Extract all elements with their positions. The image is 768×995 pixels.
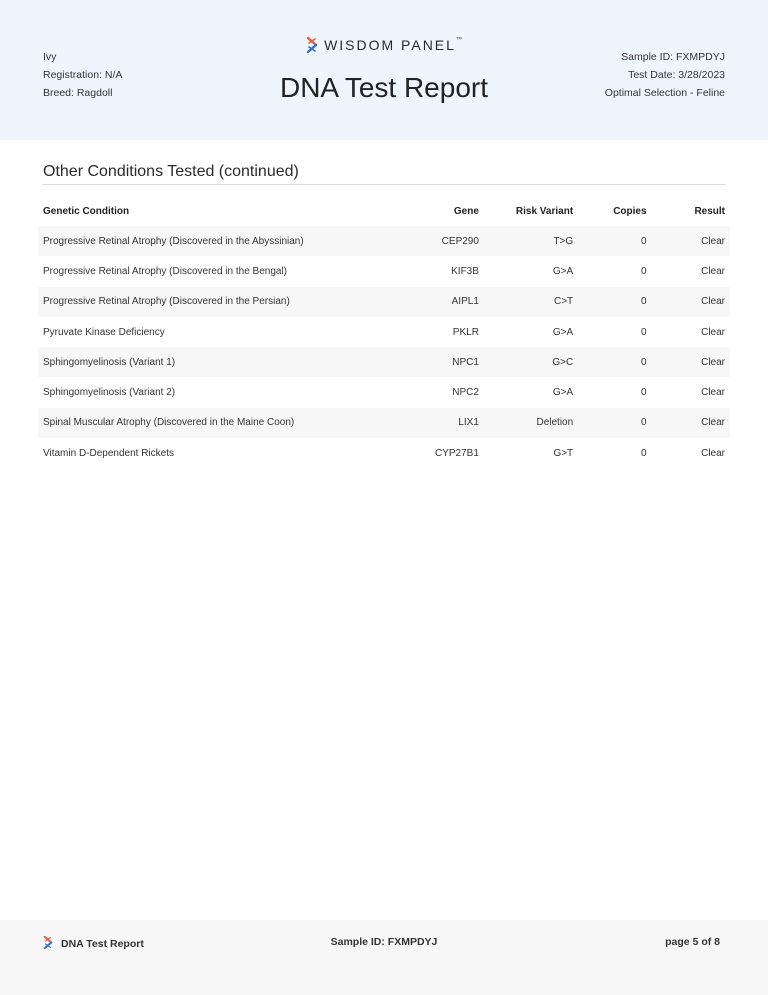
brand-trademark: ™ (455, 37, 462, 43)
result-cell: Clear (701, 235, 725, 247)
column-header-risk-variant: Risk Variant (515, 205, 574, 217)
page-title: DNA Test Report (279, 72, 489, 103)
condition-cell: Spinal Muscular Atrophy (Discovered in the Maine Coon) (43, 417, 295, 429)
condition-cell: Progressive Retinal Atrophy (Discovered in the Abyssinian) (43, 235, 304, 247)
page-number: page 5 of 8 (665, 936, 720, 948)
copies-cell: 0 (640, 417, 647, 429)
condition-cell: Progressive Retinal Atrophy (Discovered in the Bengal) (43, 265, 288, 277)
gene-cell: LIX1 (458, 417, 479, 429)
risk-variant-cell: G>A (552, 265, 574, 277)
result-cell: Clear (701, 417, 725, 429)
table-row (38, 438, 730, 468)
table-row (38, 377, 730, 407)
sample-info (605, 48, 725, 102)
result-cell: Clear (701, 356, 725, 368)
result-cell: Clear (701, 447, 725, 459)
condition-cell: Progressive Retinal Atrophy (Discovered in the Persian) (43, 296, 290, 308)
gene-cell: NPC2 (452, 387, 479, 399)
gene-cell: CYP27B1 (435, 447, 479, 459)
copies-cell: 0 (640, 356, 647, 368)
copies-cell: 0 (640, 447, 647, 459)
footer-title: DNA Test Report (61, 937, 144, 950)
registration: Registration: N/A (43, 69, 123, 81)
copies-cell: 0 (640, 296, 647, 308)
conditions-table (38, 196, 730, 468)
column-header-copies: Copies (613, 205, 647, 217)
condition-cell: Pyruvate Kinase Deficiency (43, 326, 165, 338)
wisdom-panel-logo-icon (306, 37, 318, 56)
condition-cell: Sphingomyelinosis (Variant 1) (43, 356, 176, 368)
copies-cell: 0 (640, 265, 647, 277)
sample-id: Sample ID: FXMPDYJ (621, 51, 725, 63)
gene-cell: PKLR (452, 326, 479, 338)
gene-cell: CEP290 (441, 235, 479, 247)
column-header-condition: Genetic Condition (43, 205, 130, 217)
column-header-gene: Gene (453, 205, 479, 217)
pet-name: Ivy (43, 51, 57, 63)
gene-cell: NPC1 (452, 356, 479, 368)
risk-variant-cell: G>A (552, 387, 574, 399)
gene-cell: AIPL1 (451, 296, 479, 308)
table-row (38, 347, 730, 377)
risk-variant-cell: G>C (552, 356, 574, 368)
result-cell: Clear (701, 265, 725, 277)
table-row (38, 317, 730, 347)
table-header-row (38, 196, 730, 226)
footer-sample-id: Sample ID: FXMPDYJ (330, 936, 438, 948)
risk-variant-cell: G>A (552, 326, 574, 338)
test-date: Test Date: 3/28/2023 (628, 69, 725, 81)
section-title: Other Conditions Tested (continued) (43, 163, 725, 185)
column-header-result: Result (694, 205, 725, 217)
risk-variant-cell: T>G (553, 235, 574, 247)
result-cell: Clear (701, 387, 725, 399)
table-row (38, 226, 730, 256)
risk-variant-cell: C>T (554, 296, 574, 308)
copies-cell: 0 (640, 326, 647, 338)
brand-name: WISDOM PANEL (324, 37, 456, 54)
report-header (0, 0, 768, 140)
result-cell: Clear (701, 296, 725, 308)
risk-variant-cell: Deletion (536, 417, 574, 429)
copies-cell: 0 (640, 387, 647, 399)
condition-cell: Sphingomyelinosis (Variant 2) (43, 387, 176, 399)
product-name: Optimal Selection - Feline (604, 87, 725, 99)
copies-cell: 0 (640, 235, 647, 247)
table-row (38, 287, 730, 317)
condition-cell: Vitamin D-Dependent Rickets (43, 447, 174, 459)
risk-variant-cell: G>T (553, 447, 574, 459)
breed: Breed: Ragdoll (43, 87, 113, 99)
table-row (38, 256, 730, 286)
report-footer (0, 920, 768, 995)
result-cell: Clear (701, 326, 725, 338)
table-row (38, 408, 730, 438)
gene-cell: KIF3B (451, 265, 479, 277)
